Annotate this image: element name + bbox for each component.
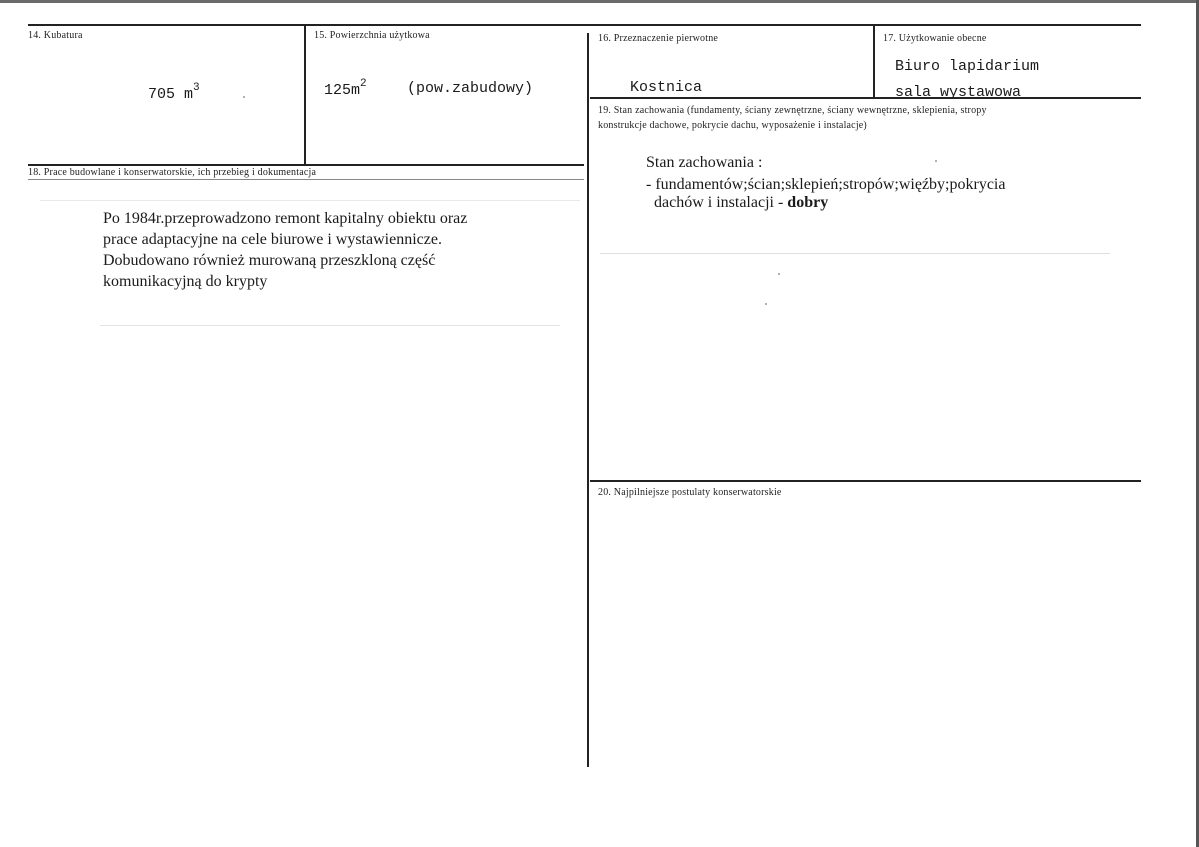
field16-value: Kostnica [630, 79, 703, 96]
field15-label: 15. Powierzchnia użytkowa [314, 30, 430, 41]
field19-line-2-text: dachów i instalacji - [654, 194, 788, 211]
field19-label-line1: 19. Stan zachowania (fundamenty, ściany zewnętrzne, ściany wewnętrzne, sklepienia, stropy [598, 105, 987, 116]
field15-value-sup: 2 [360, 78, 367, 90]
field19-line-2 [654, 192, 828, 213]
field19-heading: Stan zachowania : [646, 154, 763, 171]
scan-artifact-line [40, 200, 580, 201]
field16-label: 16. Przeznaczenie pierwotne [598, 33, 719, 44]
field19-line-1: - fundamentów;ścian;sklepień;stropów;więźby;pokrycia [646, 176, 1006, 193]
field16-17-bottom-rule [590, 97, 1141, 99]
field19-label-line2: konstrukcje dachowe, pokrycie dachu, wyposażenie i instalacje) [598, 120, 867, 131]
field18-line-3: Dobudowano również murowaną przeszkloną część [103, 252, 436, 269]
col-divider-14-15 [304, 26, 306, 164]
field19-condition-value: dobry [787, 194, 829, 211]
field14-value [148, 84, 200, 103]
field17-value-line1: Biuro lapidarium [895, 58, 1040, 75]
field18-label: 18. Prace budowlane i konserwatorskie, ich przebieg i dokumentacja [28, 167, 317, 178]
main-col-divider [587, 33, 589, 767]
field15-value [324, 80, 367, 99]
field18-line-4: komunikacyjną do krypty [103, 273, 268, 290]
row1-bottom-rule [28, 164, 584, 166]
field17-value-line2: sala wystawowa [895, 84, 1022, 101]
top-rule [28, 24, 1141, 26]
scan-speck [778, 273, 780, 275]
scan-speck [243, 96, 245, 98]
field15-value-text: 125m [324, 82, 361, 99]
field14-value-sup: 3 [193, 82, 200, 94]
scan-speck [935, 160, 937, 162]
field14-label: 14. Kubatura [28, 30, 83, 41]
scan-artifact-line [100, 325, 560, 326]
field19-bottom-rule [590, 480, 1141, 482]
field14-value-text: 705 m [148, 86, 194, 103]
field18-label-underline [28, 179, 584, 180]
top-border [0, 0, 1199, 3]
field18-line-1: Po 1984r.przeprowadzono remont kapitalny obiektu oraz [103, 210, 468, 227]
scan-artifact-line [600, 253, 1110, 254]
field20-label: 20. Najpilniejsze postulaty konserwatorskie [598, 487, 782, 498]
col-divider-16-17 [873, 26, 875, 98]
field17-label: 17. Użytkowanie obecne [883, 33, 987, 44]
scan-speck [765, 303, 767, 305]
field15-note: (pow.zabudowy) [407, 80, 534, 97]
field18-line-2: prace adaptacyjne na cele biurowe i wystawiennicze. [103, 231, 442, 248]
